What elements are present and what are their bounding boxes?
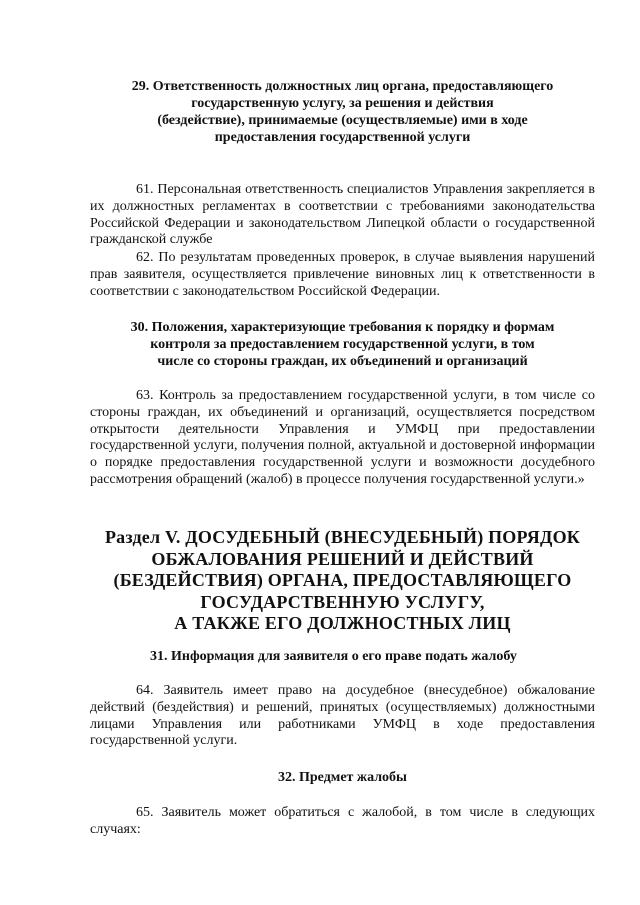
paragraph-64: 64. Заявитель имеет право на досудебное (внесудебное) обжалование действий (бездействия) и решений, принятых (осуществляемых) должностными лицами Управления или работниками УМФЦ в ходе предоставления государственной услуги.	[90, 683, 595, 749]
paragraph-61: 61. Персональная ответственность специалистов Управления закрепляется в их должностных регламентах в соответствии с требованиями законодательства Российской Федерации и законодательством Липецкой области о государственной гражданской службе	[90, 182, 595, 248]
section-31-heading: 31. Информация для заявителя о его праве подать жалобу	[150, 649, 517, 664]
paragraph-63: 63. Контроль за предоставлением государственной услуги, в том числе со стороны граждан, их объединений и организаций, осуществляется посредством открытости деятельности Управления и УМФЦ при предоставлении государственной услуги, получения полной, актуальной и достоверной информации о порядке предоставления государственной услуги и возможности досудебного рассмотрения обращений (жалоб) в процессе получения государственной услуги.»	[90, 388, 595, 487]
section-30-heading: 30. Положения, характеризующие требования к порядку и формам контроля за предоставлением государственной услуги, в том числе со стороны граждан, их объединений и организаций	[130, 320, 555, 369]
section-32-heading: 32. Предмет жалобы	[278, 770, 407, 785]
paragraph-62: 62. По результатам проведенных проверок, в случае выявления нарушений прав заявителя, осуществляется привлечение виновных лиц к ответственности в соответствии с законодательством Российской Федерации.	[90, 250, 595, 299]
razdel-5-heading: Раздел V. ДОСУДЕБНЫЙ (ВНЕСУДЕБНЫЙ) ПОРЯДОК ОБЖАЛОВАНИЯ РЕШЕНИЙ И ДЕЙСТВИЙ (БЕЗДЕЙСТВИЯ) ОРГАНА, ПРЕДОСТАВЛЯЮЩЕГО ГОСУДАРСТВЕННУЮ УСЛУГУ, А ТАКЖЕ ЕГО ДОЛЖНОСТНЫХ ЛИЦ	[104, 527, 581, 633]
paragraph-65: 65. Заявитель может обратиться с жалобой, в том числе в следующих случаях:	[90, 805, 595, 837]
section-29-heading: 29. Ответственность должностных лиц органа, предоставляющего государственную услугу, за решения и действия (бездействие), принимаемые (осуществляемые) ими в ходе предоставления государственной услуги	[131, 79, 554, 145]
